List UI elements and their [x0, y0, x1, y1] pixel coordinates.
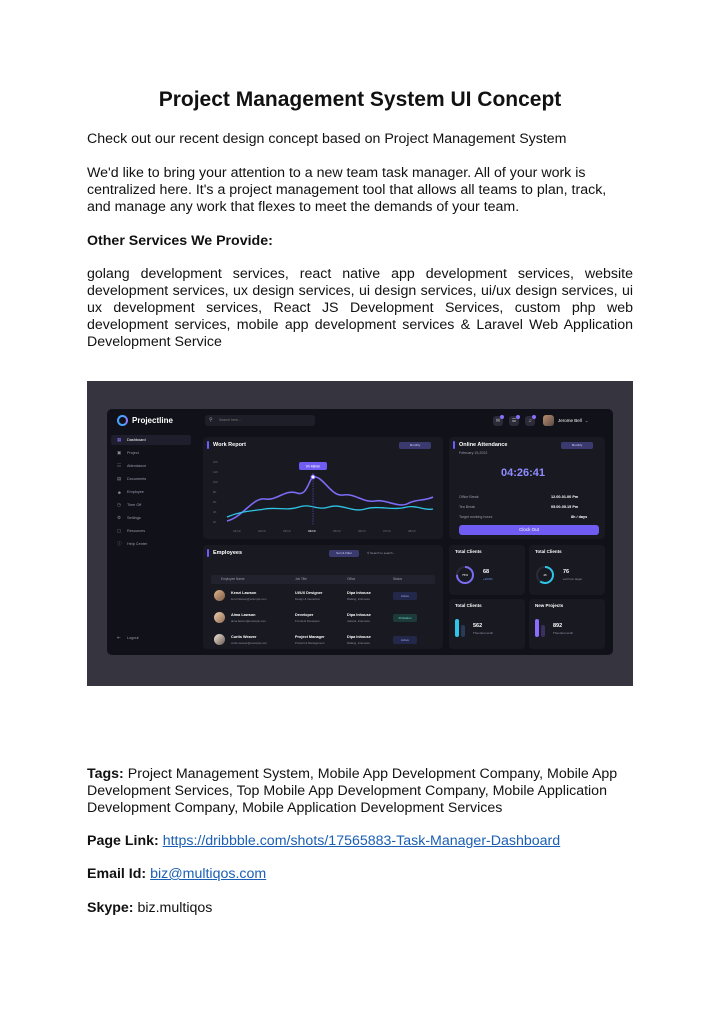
- avatar: [214, 612, 225, 623]
- stat-card-total-clients: [449, 545, 525, 595]
- y-tick: 6h: [213, 500, 217, 504]
- x-tick: 03/10: [283, 529, 291, 533]
- y-tick: 8h: [213, 490, 217, 494]
- stat-value: 68: [483, 569, 490, 575]
- sidebar-item-settings[interactable]: ⚙ Settings: [117, 515, 141, 520]
- dashboard-window: [107, 409, 613, 655]
- grid-icon: ▦: [117, 437, 122, 442]
- employee-office: Dipa Inhouse: [347, 635, 371, 639]
- brand-logo-icon: [117, 415, 128, 426]
- stat-card-new-projects: [529, 599, 605, 649]
- user-name: Jerome Bell: [558, 418, 582, 423]
- bell-icon[interactable]: ♫: [525, 416, 535, 426]
- sidebar-item-employee[interactable]: ☻ Employee: [117, 489, 144, 495]
- dashboard-topbar: [107, 409, 613, 433]
- stat-title: Total Clients: [535, 549, 562, 554]
- bar-mark: [461, 625, 465, 637]
- employee-location: Malang, Indonesia: [347, 597, 370, 601]
- x-tick: 06/10: [358, 529, 366, 533]
- search-icon: ⚲: [367, 551, 371, 555]
- page-link-label: Page Link:: [87, 833, 159, 849]
- employees-table-header: [211, 575, 435, 584]
- y-tick: 4h: [213, 510, 217, 514]
- calendar-icon: ☷: [117, 463, 122, 468]
- attendance-timer: 04:26:41: [501, 467, 546, 479]
- employee-name: Curtis Weaver: [231, 635, 257, 639]
- email-label: Email Id:: [87, 866, 147, 882]
- bar-mark: [535, 619, 539, 637]
- search-placeholder: Search here...: [219, 418, 241, 422]
- employee-dept: Frontend Developer: [295, 619, 320, 623]
- employees-card: [203, 545, 443, 649]
- sidebar: [107, 433, 195, 655]
- column-employee-name[interactable]: Employee Name: [221, 577, 245, 581]
- stat-note: Than last month: [553, 631, 574, 635]
- work-report-card: [203, 437, 443, 539]
- stat-value: 892: [553, 623, 563, 629]
- table-row[interactable]: [211, 631, 435, 651]
- status-badge: Probation: [393, 614, 417, 622]
- page-title: Project Management System UI Concept: [158, 88, 562, 111]
- work-report-chart: [203, 437, 443, 539]
- x-tick: 02/10: [258, 529, 266, 533]
- gear-icon: ⚙: [117, 515, 122, 520]
- sidebar-item-dashboard[interactable]: ▦ Dashboard: [111, 435, 191, 445]
- brand-logo: [117, 415, 173, 426]
- target-hours-value: 8h / days: [571, 515, 588, 519]
- x-tick: 07/10: [383, 529, 391, 533]
- y-tick: 10h: [213, 460, 219, 464]
- clock-out-button[interactable]: Clock Out: [459, 525, 599, 535]
- mail-icon[interactable]: ☰: [509, 416, 519, 426]
- column-status[interactable]: Status: [393, 577, 403, 581]
- office-break-label: Office Break: [459, 495, 479, 499]
- status-badge: Active: [393, 592, 417, 600]
- sidebar-item-resources[interactable]: ▢ Resources: [117, 528, 146, 533]
- attendance-title: Online Attendance: [459, 442, 508, 448]
- employee-name: Alma Lawson: [231, 613, 256, 617]
- online-attendance-card: [449, 437, 605, 539]
- office-break-value: 12.00-01.00 Pm: [551, 495, 579, 499]
- dashboard-search-input[interactable]: [205, 415, 315, 426]
- employee-office: Dipa Inhouse: [347, 591, 371, 595]
- employee-search-input[interactable]: ⚲ Search to search...: [367, 551, 396, 555]
- stat-value: 562: [473, 623, 483, 629]
- stat-note: Left from target: [563, 577, 582, 581]
- tags-label: Tags:: [87, 766, 124, 782]
- services-heading: Other Services We Provide:: [87, 233, 273, 249]
- services-paragraph: golang development services, react native app development services, website development services, ux design services, ui design services, ui/ux design services, ui ux development services, React JS Development Services, custom php web development services, mobile app development services & Laravel Web Application Development Service: [87, 266, 633, 350]
- employee-location: Jakarta, Indonesia: [347, 619, 370, 623]
- employee-email: curtis.weaver@example.com: [231, 641, 267, 645]
- description-paragraph: We'd like to bring your attention to a new team task manager. All of your work is centralized here. It's a project management tool that allows all teams to plan, track, and manage any work that flexes to meet the demands of your team.: [87, 165, 607, 215]
- skype-paragraph: [87, 900, 633, 917]
- search-icon: ⚲: [209, 417, 213, 423]
- y-tick: 2h: [213, 520, 217, 524]
- sidebar-item-documents[interactable]: ▤ Documents: [117, 476, 147, 481]
- avatar: [214, 590, 225, 601]
- employee-dept: Design & Interaction: [295, 597, 321, 601]
- logout-button[interactable]: ⇤ Logout: [117, 635, 139, 640]
- page-link-paragraph: [87, 833, 633, 850]
- box-icon: ▢: [117, 528, 122, 533]
- column-office[interactable]: Office: [347, 577, 356, 581]
- clock-icon: ◷: [117, 502, 121, 507]
- stat-card-total-clients-bars: [449, 599, 525, 649]
- skype-value: biz.multiqos: [137, 900, 213, 916]
- work-report-filter[interactable]: Monthly: [399, 442, 431, 449]
- stat-title: New Projects: [535, 603, 564, 608]
- logout-icon: ⇤: [117, 635, 121, 640]
- stat-note: Than last month: [473, 631, 494, 635]
- intro-paragraph: Check out our recent design concept based on Project Management System: [87, 131, 567, 147]
- stat-card-total-clients-target: [529, 545, 605, 595]
- page-link[interactable]: https://dribbble.com/shots/17565883-Task-Manager-Dashboard: [162, 833, 561, 849]
- x-tick: 08/10: [408, 529, 416, 533]
- email-link[interactable]: biz@multiqos.com: [150, 866, 267, 882]
- brand-name: Projectline: [132, 416, 173, 425]
- tea-break-label: Tea Break: [459, 505, 476, 509]
- tooltip-label: 9h 48min: [305, 464, 321, 469]
- table-row[interactable]: [211, 609, 435, 629]
- svg-text:75%: 75%: [461, 573, 469, 577]
- email-paragraph: [87, 866, 633, 883]
- work-report-title: Work Report: [213, 442, 246, 448]
- avatar: [214, 634, 225, 645]
- employee-location: Malang, Indonesia: [347, 641, 370, 645]
- employee-name: Kenzi Lawson: [231, 591, 257, 595]
- chat-icon[interactable]: ✉: [493, 416, 503, 426]
- bar-mark: [455, 619, 459, 637]
- y-tick: 10h: [213, 480, 219, 484]
- svg-text:46: 46: [543, 573, 547, 577]
- x-tick: 04/10: [308, 529, 316, 533]
- employee-job: Project Manager: [295, 635, 325, 639]
- target-hours-label: Target working hours: [459, 515, 493, 519]
- y-tick: 12h: [213, 470, 219, 474]
- sidebar-item-project[interactable]: ▣ Project: [117, 450, 139, 455]
- column-job-title[interactable]: Job Title: [295, 577, 307, 581]
- stat-note: +10.0%: [483, 577, 493, 581]
- avatar: [543, 415, 554, 426]
- table-row[interactable]: [211, 587, 435, 607]
- employee-office: Dipa Inhouse: [347, 613, 371, 617]
- card-accent: [207, 549, 209, 557]
- series-line-primary: [227, 477, 433, 521]
- employee-email: kenzi.lawson@example.com: [231, 597, 267, 601]
- employees-title: Employees: [213, 550, 243, 556]
- skype-label: Skype:: [87, 900, 134, 916]
- bar-mark: [541, 625, 545, 637]
- employee-dept: Product & Management: [295, 641, 325, 645]
- x-tick: 05/10: [333, 529, 341, 533]
- stat-title: Total Clients: [455, 549, 482, 554]
- status-badge: Active: [393, 636, 417, 644]
- tooltip-point: [311, 475, 315, 479]
- user-menu[interactable]: [543, 415, 589, 426]
- sidebar-item-attendance[interactable]: ☷ Attendance: [117, 463, 147, 468]
- stat-title: Total Clients: [455, 603, 482, 608]
- tea-break-value: 05.00-05.15 Pm: [551, 505, 579, 509]
- attendance-filter[interactable]: Monthly: [561, 442, 593, 449]
- stat-value: 76: [563, 569, 570, 575]
- series-line-secondary: [227, 506, 433, 517]
- attendance-date: February 15,2022: [459, 451, 488, 455]
- x-tick: 01/10: [233, 529, 241, 533]
- document-icon: ▤: [117, 476, 122, 481]
- sort-filter-button[interactable]: Sort & Filter: [329, 550, 359, 557]
- sidebar-item-time-off[interactable]: ◷ Time Off: [117, 502, 142, 507]
- chevron-down-icon: ⌄: [584, 417, 589, 423]
- tags-paragraph: [87, 766, 633, 817]
- sidebar-item-help-center[interactable]: ⓘ Help Center: [117, 541, 148, 546]
- dashboard-screenshot: [87, 381, 633, 686]
- tags-text: Project Management System, Mobile App Development Company, Mobile App Development Services, Top Mobile App Development Company, Mobile Application Development Company, Mobile Application Development Services: [87, 766, 618, 816]
- progress-ring: [455, 565, 475, 585]
- folder-icon: ▣: [117, 450, 122, 455]
- user-icon: ☻: [117, 489, 122, 495]
- employee-job: UI/UX Designer: [295, 591, 323, 595]
- progress-ring: [535, 565, 555, 585]
- card-accent: [453, 441, 455, 449]
- employee-email: alma.lawson@example.com: [231, 619, 267, 623]
- help-icon: ⓘ: [117, 541, 122, 546]
- employee-job: Developer: [295, 613, 314, 617]
